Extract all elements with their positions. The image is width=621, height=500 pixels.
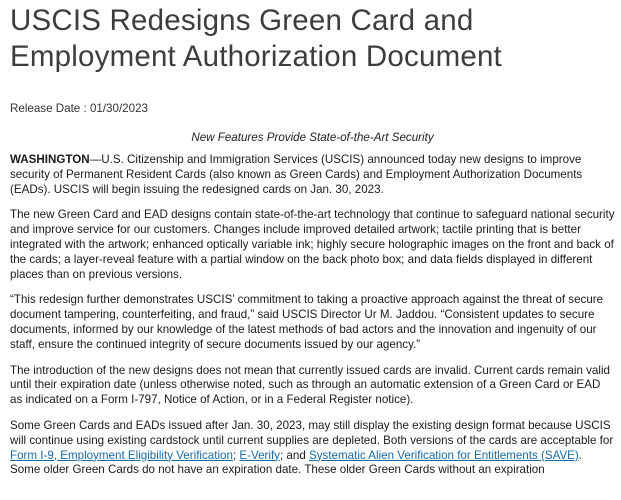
form-i9-link[interactable]: Form I-9, Employment Eligibility Verification <box>10 448 233 462</box>
page-title: USCIS Redesigns Green Card and Employment Authorization Document <box>10 4 502 73</box>
e-verify-link[interactable]: E-Verify <box>239 448 280 462</box>
paragraph-5-intro: Some Green Cards and EADs issued after Jan. 30, 2023, may still display the existing design format because USCIS will continue using existing cardstock until current supplies are depleted. Both versions of the cards are acceptable for <box>10 418 614 447</box>
paragraph-4: The introduction of the new designs does not mean that currently issued cards are invalid. Current cards remain valid until their expiration date (unless otherwise noted, such as through an automatic extension of a Green Card or EAD as indicated on a Form I-797, Notice of Action, or in a Federal Register notice). <box>10 363 610 407</box>
release-date-label: Release Date : <box>10 102 87 115</box>
save-link[interactable]: Systematic Alien Verification for Entitlements (SAVE) <box>309 448 579 462</box>
separator-2: ; and <box>279 448 309 462</box>
separator-1: ; <box>232 448 240 462</box>
paragraph-1 <box>10 153 615 197</box>
paragraph-5-rest: . Some older Green Cards do not have an expiration date. These older Green Cards without an expiration <box>10 448 583 477</box>
paragraph-5 <box>10 419 615 478</box>
release-date-line <box>10 101 615 116</box>
paragraph-2: The new Green Card and EAD designs contain state-of-the-art technology that continue to safeguard national security and improve service for our customers. Changes include improved detailed artwork; tactile printing that is better integrated with the artwork; enhanced optically variable ink; highly secure holographic images on the front and back of the cards; a layer-reveal feature with a partial window on the back photo box; and data fields displayed in different places than on previous versions. <box>10 208 615 281</box>
paragraph-1-text: —U.S. Citizenship and Immigration Services (USCIS) announced today new designs to improve security of Permanent Resident Cards (also known as Green Cards) and Employment Authorization Documents (EADs). USCIS will begin issuing the redesigned cards on Jan. 30, 2023. <box>10 153 583 196</box>
release-date-value: 01/30/2023 <box>89 102 148 115</box>
paragraph-3-quote: “This redesign further demonstrates USCIS’ commitment to taking a proactive approach against the threat of secure document tampering, counterfeiting, and fraud,” said USCIS Director Ur M. Jaddou. “Consistent updates to secure documents, informed by our knowledge of the latest methods of bad actors and the innovation and ingenuity of our staff, ensure the continued integrity of secure documents issued by our agency.” <box>10 293 604 351</box>
article-subtitle: New Features Provide State-of-the-Art Security <box>191 131 434 144</box>
dateline: WASHINGTON <box>10 153 90 166</box>
